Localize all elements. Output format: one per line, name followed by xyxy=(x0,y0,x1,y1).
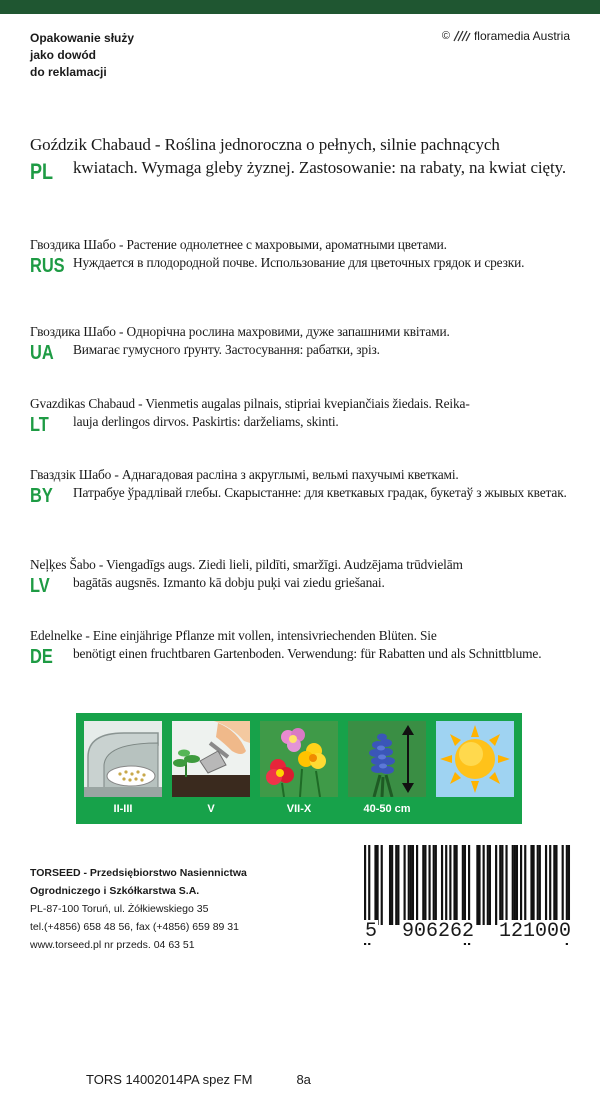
description-line: - Аднагадовая расліна з акруглымі, вельмі пахучымі кветкамі. xyxy=(111,467,459,482)
barcode-bar xyxy=(422,845,424,925)
barcode-bar xyxy=(408,845,410,925)
barcode-bar xyxy=(381,845,383,925)
language-code: LT xyxy=(30,414,49,436)
barcode-bar xyxy=(555,845,557,925)
plant-name: Гвоздика Шабо xyxy=(30,237,116,252)
description-lv xyxy=(30,556,572,597)
plant-height-icon xyxy=(348,721,426,797)
barcode-bar xyxy=(449,845,451,925)
language-code: BY xyxy=(30,485,53,507)
barcode-bar xyxy=(456,845,458,925)
description-rus xyxy=(30,236,572,277)
description-text: bagātās augsnēs. Izmanto kā dobju puķi vai ziedu griešanai. xyxy=(73,575,385,590)
plant-name: Edelnelke xyxy=(30,628,83,643)
company-info xyxy=(30,864,247,954)
description-line: - Eine einjährige Pflanze mit vollen, intensivriechenden Blüten. Sie xyxy=(82,628,437,643)
barcode-bar xyxy=(476,845,478,925)
description-by xyxy=(30,466,572,507)
print-code: TORS 14002014PA spez FM xyxy=(86,1072,253,1087)
complaint-line: jako dowód xyxy=(30,48,96,62)
description-lt xyxy=(30,395,572,436)
description-pl xyxy=(30,133,572,184)
barcode-bar xyxy=(404,845,406,925)
brand-name: floramedia Austria xyxy=(473,29,570,43)
planting-out-icon xyxy=(172,721,250,797)
barcode-bar xyxy=(514,845,516,925)
floramedia-logo-icon xyxy=(453,30,471,42)
description-de xyxy=(30,627,572,668)
plant-name: Goździk Chabaud xyxy=(30,135,151,154)
plant-name: Гвоздика Шабо xyxy=(30,324,116,339)
complaint-note xyxy=(30,30,134,81)
plant-name: Gvazdikas Chabaud xyxy=(30,396,135,411)
barcode-bar xyxy=(483,845,485,925)
page-number: 8a xyxy=(296,1072,311,1087)
barcode-bar xyxy=(412,845,414,925)
company-phone: tel.(+4856) 658 48 56, fax (+4856) 659 89 31 xyxy=(30,921,239,933)
complaint-line: do reklamacji xyxy=(30,65,107,79)
greenhouse-sowing-icon xyxy=(84,721,162,797)
barcode-bar xyxy=(391,845,393,925)
language-code: DE xyxy=(30,646,53,668)
barcode-number xyxy=(364,920,572,943)
barcode-bar xyxy=(539,845,541,925)
barcode-bar xyxy=(435,845,437,925)
barcode-bar xyxy=(424,845,426,925)
barcode-bar xyxy=(376,845,378,925)
barcode-bar xyxy=(462,845,464,925)
description-text: Нуждается в плодородной почве. Использование для цветочных грядок и срезки. xyxy=(73,255,525,270)
description-text: lauja derlingos dirvos. Paskirtis: darželiams, skinti. xyxy=(73,414,339,429)
barcode-bar xyxy=(562,845,564,925)
description-text: Патрабуе ўрадлівай глебы. Скарыстанне: для кветкавых градак, букетаў з жывых кветак. xyxy=(73,485,567,500)
barcode-bar xyxy=(487,845,489,925)
barcode-bar xyxy=(516,845,518,925)
sowing-period-label: II-III xyxy=(113,803,133,815)
barcode-bar xyxy=(532,845,534,925)
planting-month-label: V xyxy=(207,803,215,815)
company-name: TORSEED - Przedsiębiorstwo Nasiennictwa xyxy=(30,867,247,879)
barcode-digit-group: 906262 xyxy=(401,920,474,943)
barcode-bar xyxy=(416,845,418,925)
language-code: RUS xyxy=(30,255,65,277)
language-code: PL xyxy=(30,159,54,184)
barcode-bar xyxy=(568,845,570,925)
barcode-bar xyxy=(545,845,547,925)
barcode-bar xyxy=(453,845,455,925)
description-ua xyxy=(30,323,572,364)
barcode-bar xyxy=(512,845,514,925)
barcode-bar xyxy=(445,845,447,925)
barcode-bar xyxy=(478,845,480,925)
complaint-line: Opakowanie służy xyxy=(30,31,135,45)
barcode-bar xyxy=(499,845,501,925)
description-line: - Растение однолетнее с махровыми, ароматными цветами. xyxy=(115,237,447,252)
language-code: UA xyxy=(30,342,54,364)
description-text: Вимагає гумусного ґрунту. Застосування: рабатки, зріз. xyxy=(73,342,380,357)
barcode-bar xyxy=(495,845,497,925)
plant-name: Neļķes Šabo xyxy=(30,557,96,572)
barcode-bar xyxy=(549,845,551,925)
plant-height-label: 40-50 cm xyxy=(363,803,411,815)
barcode-bar xyxy=(524,845,526,925)
top-color-bar xyxy=(0,0,600,14)
barcode-bar xyxy=(410,845,412,925)
barcode-bar xyxy=(441,845,443,925)
footer-code xyxy=(86,1072,311,1087)
barcode-digit-group: 5 xyxy=(365,920,378,943)
language-code: LV xyxy=(30,575,50,597)
plant-name: Гваздзік Шабо xyxy=(30,467,112,482)
barcode-bar xyxy=(530,845,532,925)
barcode-bar xyxy=(389,845,391,925)
flowering-period-label: VII-X xyxy=(286,803,312,815)
company-website: www.torseed.pl nr przeds. 04 63 51 xyxy=(30,939,195,951)
barcode-bar xyxy=(397,845,399,925)
barcode-bar xyxy=(428,845,430,925)
barcode-bar xyxy=(537,845,539,925)
barcode-bar xyxy=(433,845,435,925)
barcode-bar xyxy=(553,845,555,925)
sun-exposure-icon xyxy=(436,721,514,797)
barcode-bar xyxy=(505,845,507,925)
description-line: - Viengadīgs augs. Ziedi lieli, pildīti, smaržīgi. Audzējama trūdvielām xyxy=(95,557,463,572)
barcode-bar xyxy=(520,845,522,925)
barcode-bar xyxy=(489,845,491,925)
description-line: - Однорічна рослина махровими, дуже запашними квітами. xyxy=(115,324,450,339)
company-address: PL-87-100 Toruń, ul. Żółkiewskiego 35 xyxy=(30,903,209,915)
barcode-bar xyxy=(395,845,397,925)
company-name-cont: Ogrodniczego i Szkółkarstwa S.A. xyxy=(30,885,200,897)
brand-credit xyxy=(442,29,570,43)
cultivation-icons xyxy=(76,713,522,824)
barcode-digit-group: 121000 xyxy=(498,920,571,943)
description-text: kwiatach. Wymaga gleby żyznej. Zastosowanie: na rabaty, na kwiat cięty. xyxy=(73,158,567,177)
barcode-bar xyxy=(501,845,503,925)
barcode-bar xyxy=(374,845,376,925)
description-text: benötigt einen fruchtbaren Gartenboden. Verwendung: für Rabatten und als Schnittblume. xyxy=(73,646,542,661)
description-line: - Vienmetis augalas pilnais, stipriai kvepiančiais žiedais. Reika- xyxy=(134,396,470,411)
copyright-symbol: © xyxy=(441,30,450,42)
flowering-icon xyxy=(260,721,338,797)
description-line: - Roślina jednoroczna o pełnych, silnie pachnących xyxy=(150,135,500,154)
